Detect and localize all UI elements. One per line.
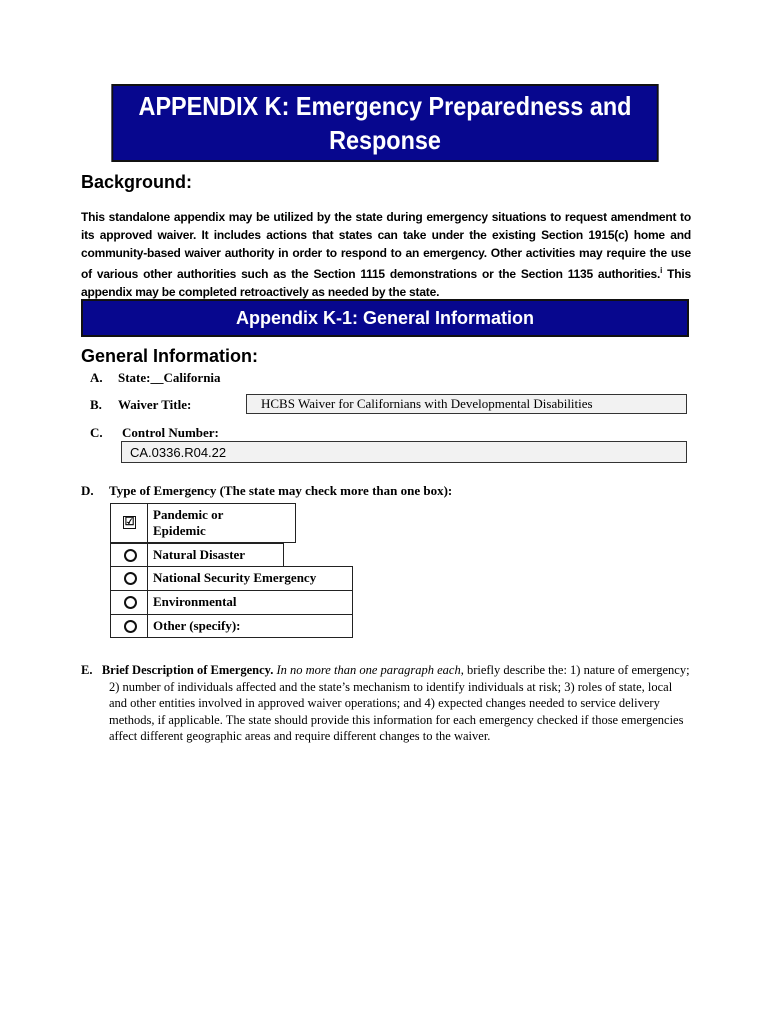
waiver-title-field[interactable] (246, 394, 687, 414)
brief-description-lead: Brief Description of Emergency. (101, 663, 274, 677)
option-environmental (147, 590, 353, 615)
brief-description-text (81, 662, 691, 745)
brief-description-body: , briefly describe the: 1) nature of emergency; 2) number of individuals affected and the state’s mechanism to identify individuals at risk; 3) roles of state, local and other entities involved in approved waiver operations; and 4) expected changes needed to service delivery methods, if applicable. The state should provide this information for each emergency checked if those emergencies affect different geographic areas and require different changes to the waiver. (109, 663, 690, 743)
general-information-heading: General Information: (81, 346, 259, 366)
checked-box-icon[interactable]: ☑ (124, 516, 135, 528)
background-text-after: This appendix may be completed retroactively as needed by the state. (81, 267, 691, 299)
option-national-security-label: National Security Emergency (153, 570, 317, 585)
control-number-field[interactable] (121, 441, 687, 463)
option-national-security (147, 566, 353, 591)
natural-disaster-radio-cell[interactable] (110, 543, 148, 567)
item-b-label: B. (90, 397, 102, 412)
appendix-title-line-1: APPENDIX K: Emergency Preparedness and (138, 91, 632, 121)
environmental-radio-cell[interactable] (110, 590, 148, 615)
emergency-type-label: Type of Emergency (The state may check more than one box): (109, 483, 453, 498)
national-security-radio-cell[interactable] (110, 566, 148, 591)
state-field: State:__California (118, 370, 221, 385)
option-pandemic-line-1: Pandemic or (153, 507, 224, 522)
option-pandemic (147, 503, 296, 543)
radio-icon[interactable] (124, 596, 137, 609)
radio-icon[interactable] (124, 549, 137, 562)
background-paragraph (81, 208, 691, 301)
waiver-title-label: Waiver Title: (118, 397, 192, 412)
background-heading: Background: (81, 172, 193, 192)
option-pandemic-line-2: Epidemic (153, 523, 206, 538)
option-other-label: Other (specify): (153, 618, 241, 633)
background-text: This standalone appendix may be utilized by the state during emergency situations to request amendment to its approved waiver. It includes actions that states can take under the existing Section 1915(c) home and community-based waiver authority in order to respond to an emergency. Other activities may require the use of various other authorities such as the Section 1115 demonstrations or the Section 1135 authorities. (81, 210, 691, 281)
pandemic-checkbox-cell[interactable] (110, 503, 148, 543)
radio-icon[interactable] (124, 572, 137, 585)
item-c-label: C. (90, 425, 103, 440)
item-d-label: D. (81, 483, 94, 498)
footnote-marker[interactable]: i (660, 266, 663, 275)
option-other (147, 614, 353, 638)
option-natural-disaster (147, 543, 284, 567)
section-banner-k1: Appendix K-1: General Information (81, 299, 689, 337)
radio-icon[interactable] (124, 620, 137, 633)
brief-description-italic: In no more than one paragraph each (276, 663, 461, 677)
item-e-label: E. (81, 663, 93, 677)
item-a-label: A. (90, 370, 103, 385)
control-number-value: CA.0336.R04.22 (130, 444, 227, 460)
option-natural-disaster-label: Natural Disaster (153, 547, 246, 562)
appendix-title-line-2: Response (329, 125, 441, 155)
appendix-title-banner (111, 84, 658, 162)
waiver-title-value: HCBS Waiver for Californians with Developmental Disabilities (261, 396, 593, 411)
control-number-label: Control Number: (122, 425, 219, 440)
brief-description-paragraph (81, 662, 691, 745)
other-radio-cell[interactable] (110, 614, 148, 638)
option-environmental-label: Environmental (153, 594, 237, 609)
